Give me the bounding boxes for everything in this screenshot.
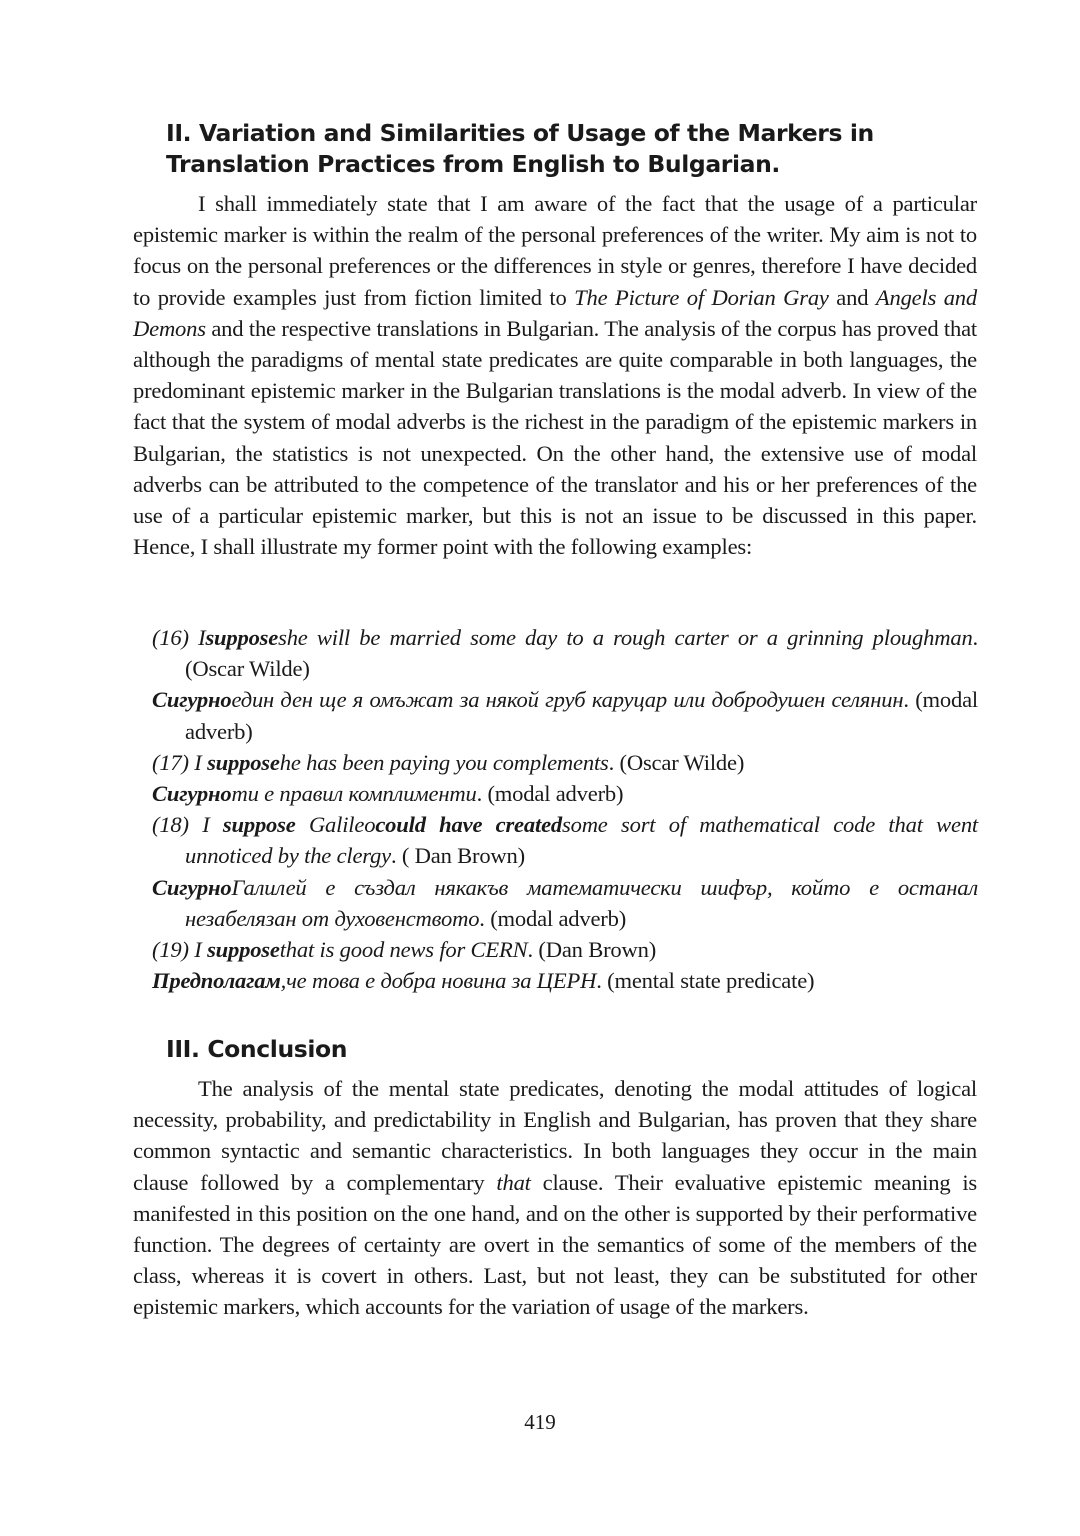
section-heading-conclusion: III. Conclusion bbox=[166, 1035, 348, 1063]
example-marker: Сигурно bbox=[152, 874, 232, 900]
example-source: . (modal adverb) bbox=[479, 905, 627, 931]
para2-text-b: clause. Their evaluative epistemic meaning is manifested in this position on the one hand, and on the other is supported by their performative function. The degrees of certainty are overt in the semantics of some of the members of the class, whereas it is covert in others. Last, but not least, they can be substituted for other epistemic markers, which accounts for the variation of usage of the markers. bbox=[133, 1169, 978, 1320]
example-marker: suppose bbox=[207, 749, 280, 775]
example-16 bbox=[152, 622, 978, 684]
example-text: ,че това е добра новина за ЦЕРН bbox=[280, 968, 597, 994]
example-text: един ден ще я омъжат за някой груб каруцар или добродушен селянин bbox=[231, 687, 904, 713]
example-marker: Сигурно bbox=[152, 781, 232, 807]
example-18-translation bbox=[152, 872, 978, 934]
example-marker: Сигурно bbox=[152, 687, 232, 713]
title-dorian-gray: The Picture of Dorian Gray bbox=[574, 284, 829, 310]
example-prefix: (17) I bbox=[152, 749, 208, 775]
example-marker-2: could have created bbox=[375, 812, 562, 838]
example-text: that is good news for CERN bbox=[279, 937, 528, 963]
example-source: . (Dan Brown) bbox=[527, 937, 657, 963]
body-paragraph-translation bbox=[133, 188, 977, 562]
example-text: he has been paying you complements bbox=[279, 749, 609, 775]
example-source: . (Oscar Wilde) bbox=[608, 749, 745, 775]
example-prefix: (18) I bbox=[152, 812, 223, 838]
example-marker: suppose bbox=[207, 937, 280, 963]
example-19-translation bbox=[152, 965, 978, 996]
example-marker: suppose bbox=[205, 625, 279, 650]
section-heading-variation: II. Variation and Similarities of Usage of the Markers in Translation Practices from English to Bulgarian. bbox=[166, 119, 874, 178]
example-source: . (modal adverb) bbox=[476, 781, 624, 807]
example-source: . (mental state predicate) bbox=[596, 968, 815, 994]
example-mid: Galileo bbox=[295, 812, 376, 838]
para2-text-a: The analysis of the mental state predicates, denoting the modal attitudes of logical necessity, probability, and predictability in English and Bulgarian, has proven that they share common syntactic and semantic characteristics. In both languages they occur in the main clause followed by a complementary bbox=[133, 1076, 977, 1195]
body-paragraph-conclusion bbox=[133, 1073, 977, 1323]
example-source: . (modal adverb) bbox=[185, 687, 978, 744]
example-19 bbox=[152, 934, 978, 965]
example-marker: Предполагам bbox=[152, 968, 281, 994]
example-17 bbox=[152, 747, 978, 778]
para1-text-a: I shall immediately state that I am aware of the fact that the usage of a particular epistemic marker is within the realm of the personal preferences of the writer. My aim is not to focus on the personal preferences or the differences in style or genres, therefore I have decided to provide examples just from fiction limited to bbox=[133, 191, 977, 310]
example-17-translation bbox=[152, 778, 978, 809]
title-angels-demons: Angels and Demons bbox=[133, 284, 977, 341]
example-18 bbox=[152, 809, 978, 871]
example-prefix: (16) I bbox=[152, 625, 206, 650]
page-number: 419 bbox=[524, 1410, 556, 1434]
example-text: Галилей е създал някакъв математически шифър, който е останал незабелязан от духовенството bbox=[185, 874, 978, 931]
example-text: she will be married some day to a rough carter or a grinning ploughman bbox=[278, 625, 973, 650]
that-italic: that bbox=[496, 1169, 531, 1195]
example-marker: suppose bbox=[222, 812, 296, 838]
example-source: . (Oscar Wilde) bbox=[185, 625, 978, 682]
examples-list bbox=[152, 622, 978, 996]
example-text: ти е правил комплименти bbox=[231, 781, 477, 807]
example-prefix: (19) I bbox=[152, 937, 208, 963]
example-source: . ( Dan Brown) bbox=[390, 843, 525, 869]
example-16-translation bbox=[152, 684, 978, 746]
para1-text-b: and the respective translations in Bulgarian. The analysis of the corpus has proved that although the paradigms of mental state predicates are quite comparable in both languages, the predominant epistemic marker in the Bulgarian translations is the modal adverb. In view of the fact that the system of modal adverbs is the richest in the paradigm of the epistemic markers in Bulgarian, the statistics is not unexpected. On the other hand, the extensive use of modal adverbs can be attributed to the competence of the translator and his or her preferences of the use of a particular epistemic marker, but this is not an issue to be discussed in this paper. Hence, I shall illustrate my former point with the following examples: bbox=[133, 315, 977, 560]
para1-and: and bbox=[828, 284, 876, 310]
example-text: some sort of mathematical code that went unnoticed by the clergy bbox=[185, 812, 979, 869]
